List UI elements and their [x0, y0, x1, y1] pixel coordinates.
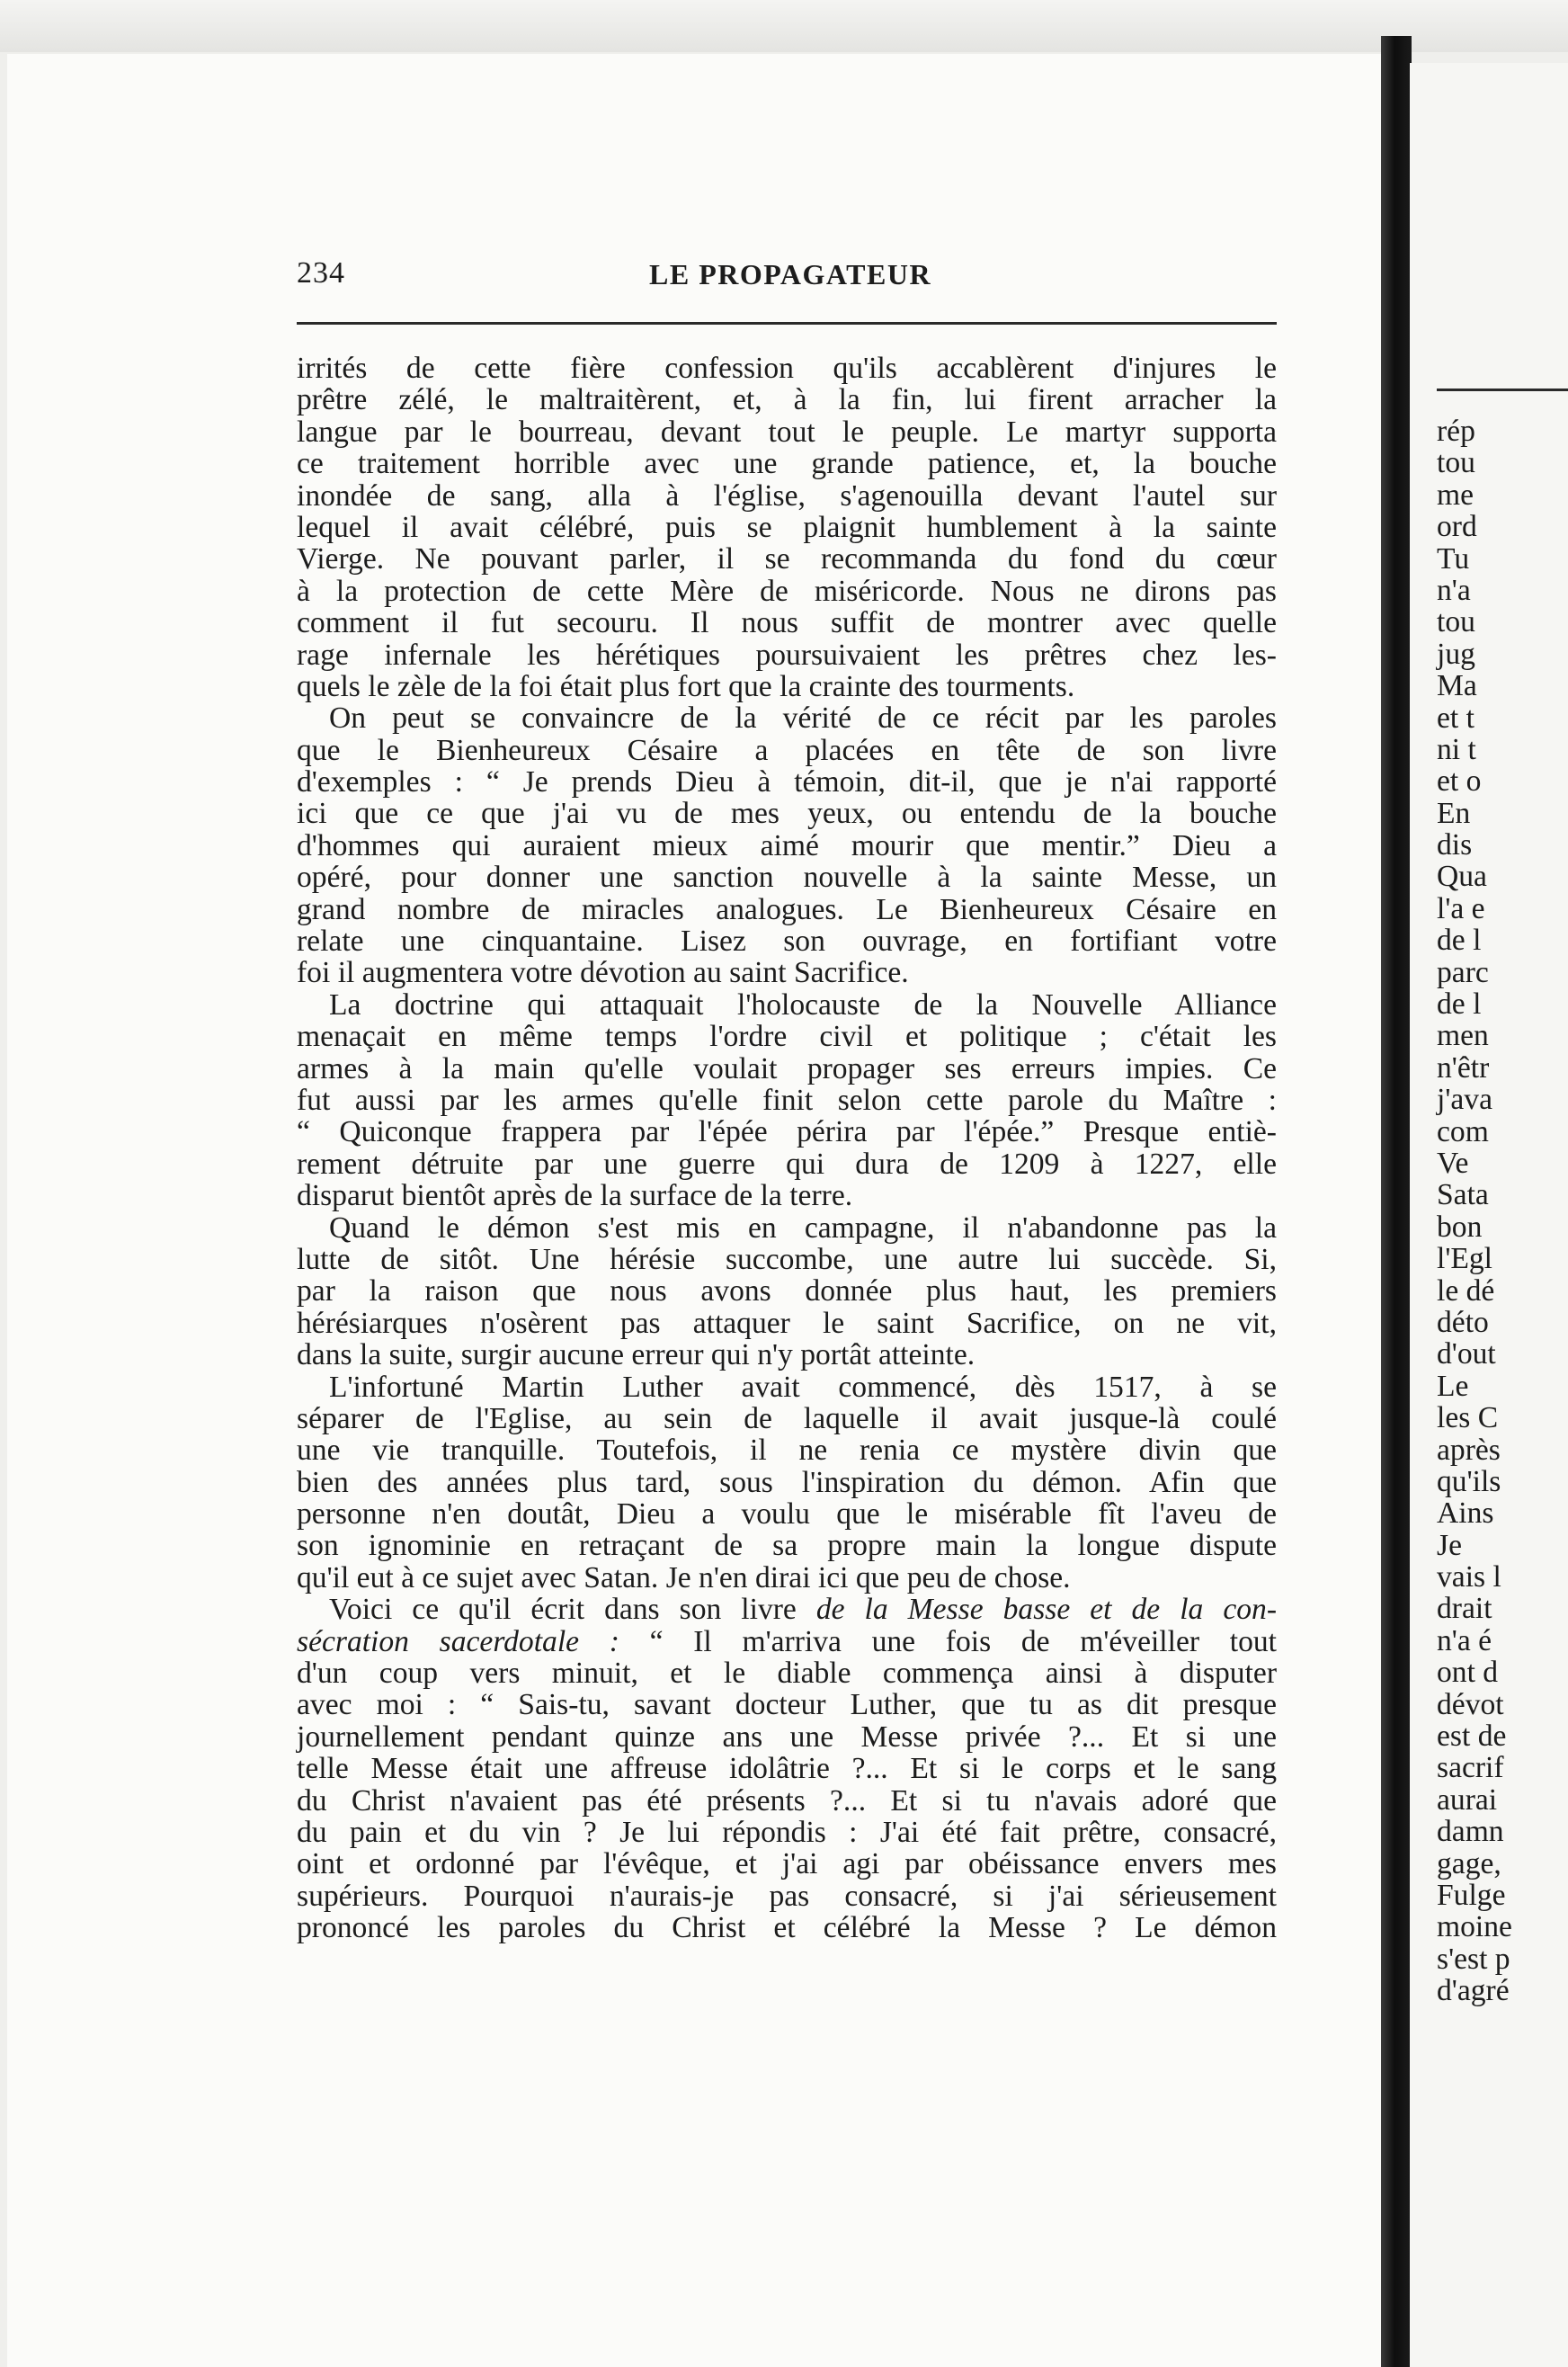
facing-page-line: dévot	[1437, 1687, 1504, 1721]
text-line: armes à la main qu'elle voulait propager ses erreurs impies. Ce	[297, 1051, 1277, 1085]
text-line: bien des années plus tard, sous l'inspiration du démon. Afin que	[297, 1465, 1277, 1499]
facing-page-line: ni t	[1437, 732, 1476, 766]
text-line: telle Messe était une affreuse idolâtrie ?... Et si le corps et le sang	[297, 1752, 1277, 1786]
facing-page-line: l'Egl	[1437, 1242, 1493, 1276]
text-line: ici que ce que j'ai vu de mes yeux, ou entendu de la bouche	[297, 797, 1277, 831]
text-line: que le Bienheureux Césaire a placées en tête de son livre	[297, 733, 1277, 767]
text-line: comment il fut secouru. Il nous suffit de montrer avec quelle	[297, 606, 1277, 640]
text-line: opéré, pour donner une sanction nouvelle à la sainte Messe, un	[297, 861, 1277, 895]
facing-page-line: Ains	[1437, 1496, 1494, 1531]
text-line: langue par le bourreau, devant tout le peuple. Le martyr supporta	[297, 415, 1277, 449]
text-line: menaçait en même temps l'ordre civil et politique ; c'était les	[297, 1020, 1277, 1054]
facing-page-line: les C	[1437, 1401, 1499, 1435]
facing-page-line: Ve	[1437, 1146, 1469, 1180]
facing-page-line: damn	[1437, 1815, 1504, 1849]
text-line: à la protection de cette Mère de miséricorde. Nous ne dirons pas	[297, 574, 1277, 608]
text-line: relate une cinquantaine. Lisez son ouvrage, en fortifiant votre	[297, 924, 1277, 959]
text-line: journellement pendant quinze ans une Messe privée ?... Et si une	[297, 1719, 1277, 1754]
book-gutter	[1381, 36, 1412, 2367]
text-line: quels le zèle de la foi était plus fort que la crainte des tourments.	[297, 669, 1075, 703]
text-line: oint et ordonné par l'évêque, et j'ai agi par obéissance envers mes	[297, 1847, 1277, 1881]
facing-page-line: sacrif	[1437, 1751, 1504, 1785]
facing-page-line: n'a	[1437, 573, 1471, 607]
facing-page-text	[1437, 415, 1568, 2007]
facing-page-line: gage,	[1437, 1846, 1501, 1880]
facing-page-line: Sata	[1437, 1178, 1489, 1212]
facing-page-line: aurai	[1437, 1782, 1498, 1817]
facing-page-line: com	[1437, 1114, 1489, 1148]
facing-page-line: parc	[1437, 955, 1489, 989]
facing-page-line: déto	[1437, 1305, 1489, 1339]
facing-page-line: qu'ils	[1437, 1464, 1501, 1498]
text-line: lequel il avait célébré, puis se plaignit humblement à la sainte	[297, 510, 1277, 544]
facing-page-line: de l	[1437, 987, 1482, 1022]
text-line: une vie tranquille. Toutefois, il ne renia ce mystère divin que	[297, 1434, 1277, 1468]
header-rule	[297, 322, 1277, 325]
text-run: “ Il m'arriva une fois de m'éveiller tout	[619, 1624, 1277, 1658]
facing-page-line: d'agré	[1437, 1974, 1510, 2008]
text-line: L'infortuné Martin Luther avait commencé, dès 1517, à se	[329, 1370, 1277, 1404]
facing-page-line: de l	[1437, 924, 1482, 958]
facing-page-line: n'a é	[1437, 1623, 1492, 1657]
text-line	[297, 1626, 1277, 1657]
text-line: hérésiarques n'osèrent pas attaquer le saint Sacrifice, on ne vit,	[297, 1306, 1277, 1340]
facing-page-line: Fulge	[1437, 1878, 1506, 1912]
text-line: prêtre zélé, le maltraitèrent, et, à la fin, lui firent arracher la	[297, 383, 1277, 417]
facing-page-line: Tu	[1437, 541, 1470, 576]
facing-page-line: ont d	[1437, 1656, 1499, 1690]
text-line: d'hommes qui auraient mieux aimé mourir que mentir.” Dieu a	[297, 828, 1277, 862]
facing-page-line: n'êtr	[1437, 1050, 1490, 1085]
page-header	[297, 256, 1277, 292]
text-line: qu'il eut à ce sujet avec Satan. Je n'en dirai ici que peu de chose.	[297, 1560, 1071, 1594]
facing-page-line: l'a e	[1437, 891, 1485, 925]
text-line: grand nombre de miracles analogues. Le Bienheureux Césaire en	[297, 892, 1277, 926]
facing-page-line: et t	[1437, 701, 1474, 735]
text-line: d'exemples : “ Je prends Dieu à témoin, dit-il, que je n'ai rapporté	[297, 765, 1277, 799]
facing-page-line: d'out	[1437, 1337, 1496, 1371]
text-line: rage infernale les hérétiques poursuivaient les prêtres chez les-	[297, 638, 1277, 672]
facing-page-line: rép	[1437, 415, 1475, 448]
text-line: prononcé les paroles du Christ et célébré la Messe ? Le démon	[297, 1911, 1277, 1945]
facing-page-line: dis	[1437, 828, 1473, 862]
text-line: inondée de sang, alla à l'église, s'agenouilla devant l'autel sur	[297, 478, 1277, 513]
text-line: lutte de sitôt. Une hérésie succombe, une autre lui succède. Si,	[297, 1242, 1277, 1276]
text-line: disparut bientôt après de la surface de la terre.	[297, 1179, 853, 1213]
text-line: rement détruite par une guerre qui dura de 1209 à 1227, elle	[297, 1147, 1277, 1181]
facing-page-line: et o	[1437, 764, 1482, 799]
facing-page-line: jug	[1437, 637, 1475, 671]
facing-page-line: vais l	[1437, 1560, 1501, 1594]
text-line: La doctrine qui attaquait l'holocauste de la Nouvelle Alliance	[329, 987, 1277, 1022]
running-head: LE PROPAGATEUR	[649, 258, 932, 290]
text-run: Voici ce qu'il écrit dans son livre	[329, 1593, 816, 1627]
facing-page-line: tou	[1437, 605, 1475, 639]
facing-page-line: drait	[1437, 1592, 1492, 1626]
facing-page-line: En	[1437, 796, 1471, 830]
text-line	[297, 1594, 1277, 1625]
scan-top-shadow	[0, 0, 1568, 52]
text-line: supérieurs. Pourquoi n'aurais-je pas consacré, si j'ai sérieusement	[297, 1879, 1277, 1913]
text-line: “ Quiconque frappera par l'épée périra par l'épée.” Presque entiè-	[297, 1115, 1277, 1149]
text-line: par la raison que nous avons donnée plus haut, les premiers	[297, 1274, 1277, 1309]
facing-page-line: après	[1437, 1433, 1501, 1467]
facing-page-line: me	[1437, 478, 1474, 512]
facing-page-line: s'est p	[1437, 1942, 1510, 1976]
book-title-italic: sécration sacerdotale :	[297, 1624, 619, 1658]
facing-page-line: Ma	[1437, 669, 1477, 703]
facing-page-line: tou	[1437, 446, 1475, 480]
text-line: séparer de l'Eglise, au sein de laquelle il avait jusque-là coulé	[297, 1401, 1277, 1435]
text-line: du pain et du vin ? Je lui répondis : J'ai été fait prêtre, consacré,	[297, 1815, 1277, 1849]
body-text	[297, 353, 1277, 1944]
book-title-italic: de la Messe basse et de la con-	[815, 1593, 1277, 1627]
text-line: Vierge. Ne pouvant parler, il se recommanda du fond du cœur	[297, 542, 1277, 576]
facing-page-line: le dé	[1437, 1273, 1495, 1308]
text-line: Quand le démon s'est mis en campagne, il n'abandonne pas la	[329, 1210, 1277, 1245]
facing-page-line: Le	[1437, 1369, 1469, 1403]
facing-page-line: bon	[1437, 1210, 1483, 1244]
text-line: ce traitement horrible avec une grande patience, et, la bouche	[297, 447, 1277, 481]
text-line: personne n'en doutât, Dieu a voulu que le misérable fît l'aveu de	[297, 1497, 1277, 1532]
facing-page-line: j'ava	[1437, 1083, 1492, 1117]
text-line: foi il augmentera votre dévotion au saint Sacrifice.	[297, 956, 909, 990]
facing-page-line: moine	[1437, 1910, 1512, 1944]
page-number: 234	[297, 256, 345, 290]
text-line: d'un coup vers minuit, et le diable commença ainsi à disputer	[297, 1657, 1277, 1691]
text-line: du Christ n'avaient pas été présents ?... Et si tu n'avais adoré que	[297, 1783, 1277, 1818]
facing-page	[1410, 63, 1568, 2367]
facing-page-line: ord	[1437, 510, 1477, 544]
text-line: dans la suite, surgir aucune erreur qui n'y portât atteinte.	[297, 1338, 976, 1372]
facing-page-line: Je	[1437, 1528, 1462, 1562]
facing-page-line: Qua	[1437, 860, 1487, 894]
text-line: irrités de cette fière confession qu'ils accablèrent d'injures le	[297, 352, 1277, 385]
text-line: fut aussi par les armes qu'elle finit selon cette parole du Maître :	[297, 1083, 1277, 1117]
text-line: avec moi : “ Sais-tu, savant docteur Luther, que tu as dit presque	[297, 1688, 1277, 1722]
text-line: son ignominie en retraçant de sa propre main la longue dispute	[297, 1529, 1277, 1563]
text-line: On peut se convaincre de la vérité de ce récit par les paroles	[329, 701, 1277, 736]
facing-page-line: men	[1437, 1019, 1489, 1053]
facing-page-rule	[1437, 389, 1568, 391]
facing-page-line: est de	[1437, 1719, 1507, 1754]
